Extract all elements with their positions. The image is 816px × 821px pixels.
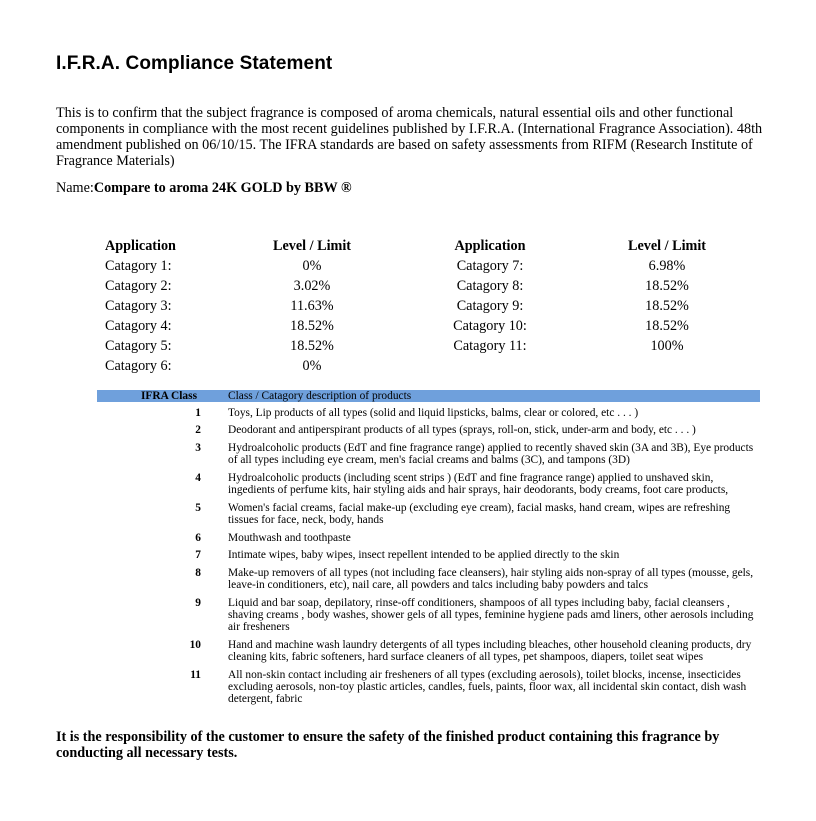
levels-left-app-cell: Catagory 5: — [105, 338, 172, 354]
table-row — [97, 639, 760, 663]
levels-left-application-column — [105, 236, 225, 376]
levels-left-level-cell: 18.52% — [290, 338, 334, 354]
levels-right-level-cell: 6.98% — [648, 258, 686, 274]
ifra-class-number: 5 — [195, 502, 201, 514]
ifra-class-rows — [97, 407, 760, 705]
ifra-class-table — [97, 390, 760, 705]
ifra-class-description: Make-up removers of all types (not including face cleansers), hair styling aids non-spray of all types (mousse, gels, leave-in conditioners, etc), nail care, all powders and talcs including baby powders and talcs — [228, 567, 754, 591]
responsibility-note: It is the responsibility of the customer to ensure the safety of the finished product containing this fragrance by conducting all necessary tests. — [56, 729, 720, 761]
ifra-class-number: 11 — [190, 669, 201, 681]
ifra-class-header-label: IFRA Class — [140, 390, 197, 402]
ifra-class-description: All non-skin contact including air fresheners of all types (excluding aerosols), toilet blocks, incense, insecticides excluding aerosols, non-toy plastic articles, candles, fuels, paints, floor wax, all incidental skin contact, dish wash detergent, fabric — [228, 669, 747, 705]
ifra-class-description: Deodorant and antiperspirant products of all types (sprays, roll-on, stick, under-arm and body, etc . . . ) — [228, 424, 696, 436]
levels-right-app-cell: Catagory 8: — [456, 278, 524, 294]
ifra-class-description: Mouthwash and toothpaste — [228, 532, 351, 544]
table-row — [97, 597, 760, 633]
ifra-class-number: 7 — [195, 549, 201, 561]
ifra-class-number: 2 — [195, 424, 201, 436]
levels-right-level-cell: 18.52% — [645, 278, 689, 294]
ifra-class-description: Intimate wipes, baby wipes, insect repellent intended to be applied directly to the skin — [228, 549, 620, 561]
levels-right-application-column — [440, 236, 540, 356]
levels-left-level-header: Level / Limit — [272, 238, 352, 254]
ifra-class-description: Women's facial creams, facial make-up (excluding eye cream), facial masks, hand cream, wipes are refreshing tissues for face, neck, body, hands — [228, 502, 731, 526]
levels-right-app-cell: Catagory 11: — [453, 338, 527, 354]
levels-left-app-cell: Catagory 6: — [105, 358, 172, 374]
ifra-class-description: Hand and machine wash laundry detergents of all types including bleaches, other household cleaning products, dry cleaning kits, fabric softeners, hard surface cleaners of all types, pet shampoos, diapers, toilet seat wipes — [228, 639, 752, 663]
ifra-class-number: 4 — [195, 472, 201, 484]
levels-left-level-column — [262, 236, 362, 376]
ifra-class-number: 3 — [195, 442, 201, 454]
levels-right-level-cell: 18.52% — [645, 318, 689, 334]
levels-right-app-cell: Catagory 9: — [456, 298, 524, 314]
levels-right-level-header: Level / Limit — [627, 238, 707, 254]
table-row — [97, 424, 760, 436]
product-name-line — [56, 180, 352, 197]
table-row — [97, 502, 760, 526]
levels-left-app-cell: Catagory 2: — [105, 278, 172, 294]
ifra-class-number: 1 — [195, 407, 201, 419]
ifra-class-description: Liquid and bar soap, depilatory, rinse-off conditioners, shampoos of all types including baby, facial cleansers , shaving creams , body washes, shower gels of all types, feminine hygiene pads amd liners, other aerosols including air fresheners — [228, 597, 754, 633]
ifra-class-table-header — [97, 390, 760, 402]
table-row — [97, 532, 760, 544]
ifra-class-number: 9 — [195, 597, 201, 609]
levels-right-level-column — [612, 236, 722, 356]
ifra-class-description: Hydroalcoholic products (including scent strips ) (EdT and fine fragrance range) applied to unshaved skin, ingedients of perfume kits, hair styling aids and hair sprays, hair deodorants, body creams, foot care products, — [228, 472, 729, 496]
ifra-class-description: Hydroalcoholic products (EdT and fine fragrance range) applied to recently shaved skin (3A and 3B), Eye products of all types including eye cream, men's facial creams and balms (3C), and tampons (3D) — [228, 442, 754, 466]
table-row — [97, 549, 760, 561]
levels-left-app-cell: Catagory 1: — [105, 258, 172, 274]
levels-right-app-cell: Catagory 10: — [453, 318, 527, 334]
levels-right-app-cell: Catagory 7: — [456, 258, 524, 274]
ifra-description-header-label: Class / Catagory description of products — [228, 390, 412, 402]
ifra-class-description: Toys, Lip products of all types (solid and liquid lipsticks, balms, clear or colored, etc . . . ) — [228, 407, 639, 419]
levels-right-level-cell: 100% — [650, 338, 684, 354]
table-row — [97, 407, 760, 419]
product-name-label: Name: — [56, 180, 94, 196]
levels-left-level-cell: 3.02% — [293, 278, 331, 294]
product-name-value: Compare to aroma 24K GOLD by BBW ® — [93, 180, 352, 196]
ifra-class-number: 8 — [195, 567, 201, 579]
levels-left-level-cell: 0% — [302, 358, 322, 374]
levels-left-level-cell: 18.52% — [290, 318, 334, 334]
levels-left-application-header: Application — [105, 238, 176, 254]
levels-left-level-cell: 0% — [302, 258, 322, 274]
levels-left-app-cell: Catagory 4: — [105, 318, 172, 334]
intro-paragraph: This is to confirm that the subject fragrance is composed of aroma chemicals, natural essential oils and other functional components in compliance with the most recent guidelines published by I.F.R.A. (International Fragrance Association). 48th amendment published on 06/10/15. The IFRA standards are based on safety assessments from RIFM (Research Institute of Fragrance Materials) — [56, 105, 763, 169]
levels-right-level-cell: 18.52% — [645, 298, 689, 314]
levels-left-app-cell: Catagory 3: — [105, 298, 172, 314]
table-row — [97, 567, 760, 591]
table-row — [97, 472, 760, 496]
ifra-class-number: 10 — [189, 639, 201, 651]
table-row — [97, 442, 760, 466]
levels-right-application-header: Application — [454, 238, 526, 254]
table-row — [97, 669, 760, 705]
levels-left-level-cell: 11.63% — [290, 298, 334, 314]
page-title: I.F.R.A. Compliance Statement — [56, 53, 333, 74]
ifra-class-number: 6 — [195, 532, 201, 544]
